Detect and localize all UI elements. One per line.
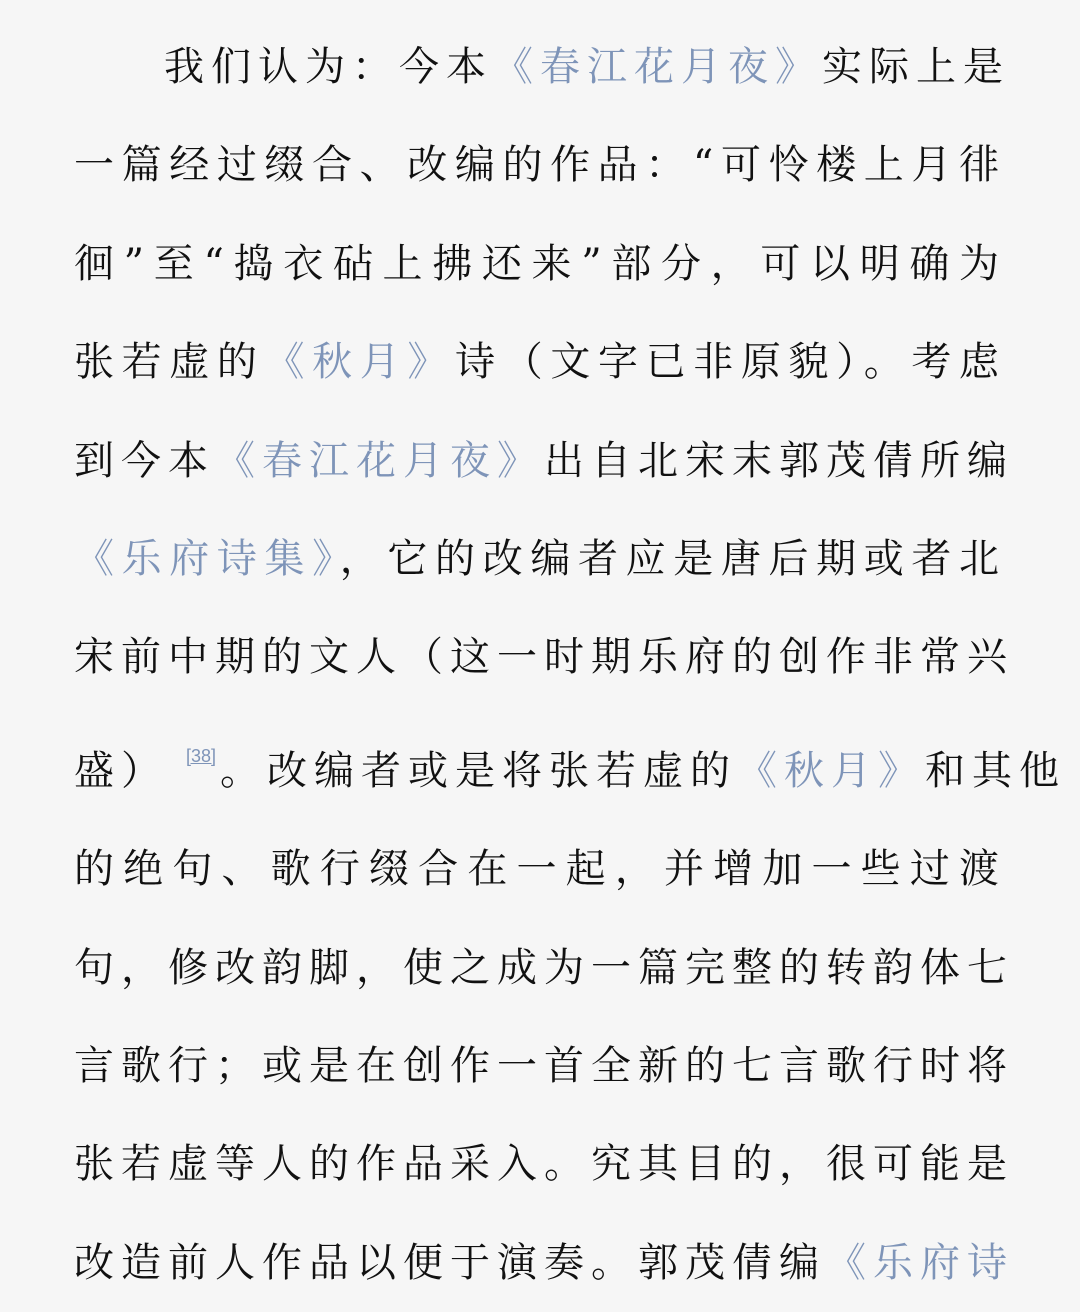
text-segment: 诗（文字已非原貌）。考虑 bbox=[455, 339, 1007, 386]
text-segment: 到今本 bbox=[74, 437, 215, 484]
text-segment: 改造前人作品以便于演奏。郭茂倩编 bbox=[74, 1239, 826, 1286]
text-segment: 一篇经过缀合、改编的作品：“可怜楼上月徘 bbox=[74, 142, 1006, 189]
text-segment: 言歌行；或是在创作一首全新的七言歌行时将 bbox=[74, 1043, 1014, 1090]
body-paragraph bbox=[74, 18, 1067, 1312]
text-line bbox=[74, 1214, 1014, 1312]
text-line bbox=[74, 919, 1014, 1017]
text-line bbox=[74, 116, 1006, 214]
book-title-link[interactable]: 《秋月》 bbox=[264, 339, 456, 386]
text-segment: 的绝句、歌行缀合在一起，并增加一些过渡 bbox=[74, 846, 1006, 893]
footnote-link[interactable]: [38] bbox=[186, 745, 217, 766]
text-line bbox=[74, 707, 1067, 820]
text-line bbox=[74, 1115, 1014, 1213]
text-line bbox=[74, 18, 1010, 116]
text-segment: 宋前中期的文人（这一时期乐府的创作非常兴 bbox=[74, 634, 1014, 681]
text-segment: 。改编者或是将张若虚的 bbox=[220, 747, 738, 794]
text-segment: 张若虚等人的作品采入。究其目的，很可能是 bbox=[74, 1141, 1014, 1188]
text-segment: 我们认为：今本 bbox=[164, 44, 493, 90]
text-line bbox=[74, 215, 1006, 313]
text-line bbox=[74, 510, 1006, 608]
text-line bbox=[74, 608, 1014, 706]
text-segment: 实际上是 bbox=[822, 44, 1010, 90]
text-line bbox=[74, 820, 1006, 918]
book-title-link[interactable]: 《秋月》 bbox=[737, 747, 926, 794]
text-segment: 徊”至“捣衣砧上拂还来”部分，可以明确为 bbox=[74, 240, 1006, 287]
book-title-link[interactable]: 《春江花月夜》 bbox=[493, 44, 822, 90]
book-title-link[interactable]: 《春江花月夜》 bbox=[215, 437, 544, 484]
text-segment: 出自北宋末郭茂倩所编 bbox=[544, 437, 1014, 484]
text-line bbox=[74, 1017, 1014, 1115]
text-segment: ，它的改编者应是唐后期或者北 bbox=[339, 536, 1007, 583]
reader-page bbox=[74, 18, 1067, 1312]
book-title-link[interactable]: 《乐府诗 bbox=[826, 1239, 1014, 1286]
text-line bbox=[74, 412, 1014, 510]
book-title-link[interactable]: 《乐府诗集》 bbox=[74, 536, 340, 583]
text-line bbox=[74, 313, 1006, 411]
text-segment: 和其他 bbox=[925, 747, 1067, 794]
text-segment: 盛） bbox=[74, 747, 168, 794]
text-segment: 张若虚的 bbox=[74, 339, 265, 386]
text-segment: 句，修改韵脚，使之成为一篇完整的转韵体七 bbox=[74, 944, 1014, 991]
